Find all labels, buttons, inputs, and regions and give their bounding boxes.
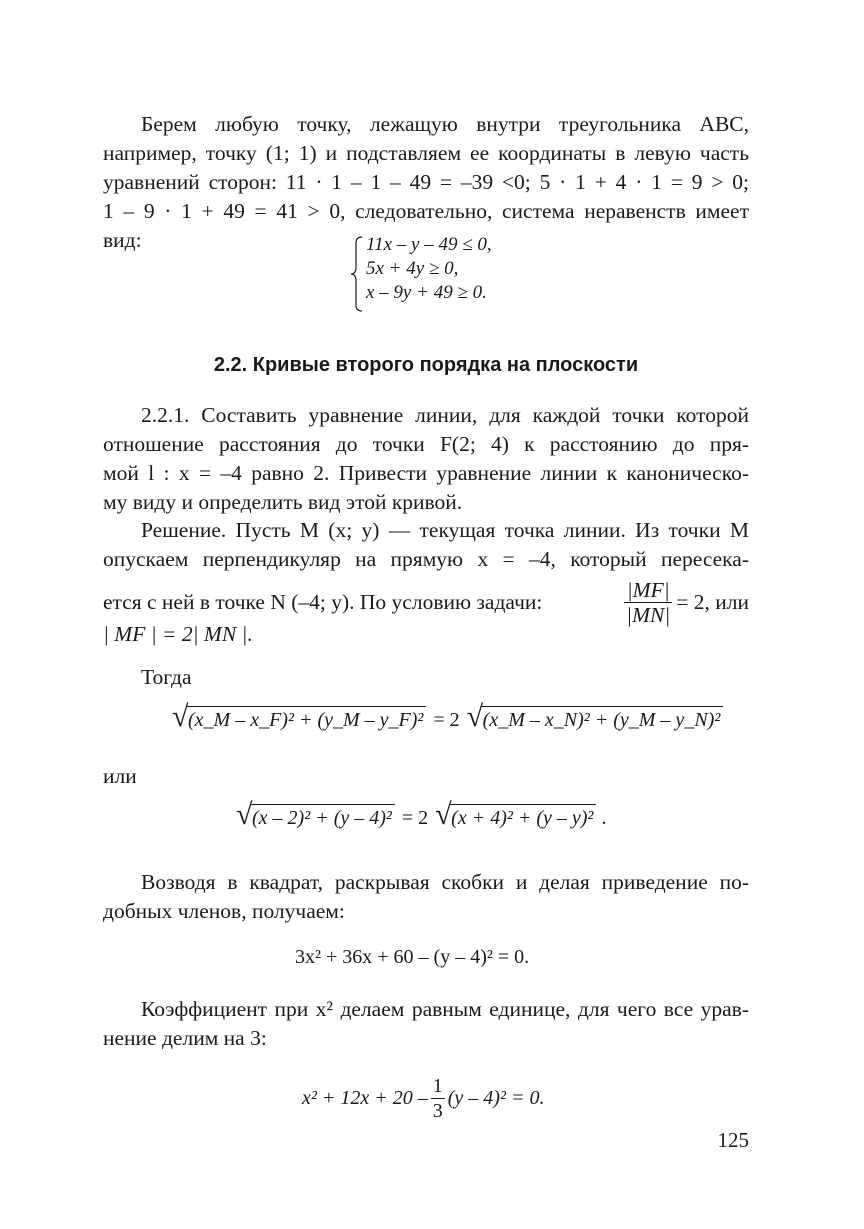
text-line: 1 – 9 · 1 + 49 = 41 > 0, следовательно, система неравенств имеет xyxy=(103,199,749,223)
equals-two: = 2 xyxy=(401,807,429,829)
radicand-left: (x_M – x_F)² + (y_M – y_F)² xyxy=(186,706,426,732)
radicand-right: (x_M – x_N)² + (y_M – y_N)² xyxy=(481,706,724,732)
distance-equation-general xyxy=(172,700,723,733)
paragraph-coefficient xyxy=(103,995,749,1053)
radical-icon: √ xyxy=(172,700,189,733)
radical-icon: √ xyxy=(466,700,484,733)
distance-equation-specific xyxy=(236,798,607,831)
text-line: опускаем перпендикуляр на прямую x = –4, который пересека- xyxy=(103,547,749,571)
equals-two: = 2 xyxy=(433,709,460,731)
text-line: Коэффициент при x² делаем равным единице, для чего все урав- xyxy=(141,997,749,1021)
word-or: или xyxy=(103,764,137,788)
sqrt-left xyxy=(236,798,395,831)
distance-relation xyxy=(103,620,749,649)
paragraph-squaring xyxy=(103,868,749,926)
fraction-numerator: |MF| xyxy=(624,578,672,603)
inequality-system xyxy=(350,233,492,305)
text-line: Берем любую точку, лежащую внутри треугольника ABC, xyxy=(141,112,749,136)
fraction-numerator: 1 xyxy=(432,1075,443,1097)
page-number: 125 xyxy=(717,1128,749,1152)
equation-right: (y – 4)² = 0. xyxy=(447,1087,545,1109)
section-heading: 2.2. Кривые второго порядка на плоскости xyxy=(213,354,639,376)
text-line: добных членов, получаем: xyxy=(103,899,345,923)
radical-icon: √ xyxy=(435,798,452,831)
one-third-fraction xyxy=(431,1074,445,1123)
text-line: например, точку (1; 1) и подставляем ее координаты в левую часть xyxy=(103,141,749,165)
problem-statement xyxy=(103,401,749,517)
equation-expanded: 3x² + 36x + 60 – (y – 4)² = 0. xyxy=(295,946,530,968)
fraction-denominator: |MN| xyxy=(626,603,671,627)
text-line: ется с ней в точке N (–4; y). По условию задачи: xyxy=(103,590,543,614)
system-line-1: 11x – y – 49 ≤ 0, xyxy=(366,234,492,255)
system-line-3: x – 9y + 49 ≥ 0. xyxy=(366,282,487,303)
text-line: | MF | = 2| MN |. xyxy=(103,622,253,646)
radicand-left: (x – 2)² + (y – 4)² xyxy=(250,804,395,830)
period: . xyxy=(601,807,607,829)
fraction-denominator: 3 xyxy=(432,1100,443,1122)
text-line: отношение расстояния до точки F(2; 4) к расстоянию до пря- xyxy=(103,432,749,456)
equation-left: x² + 12x + 20 – xyxy=(302,1087,428,1109)
sqrt-left xyxy=(172,700,426,733)
sqrt-right xyxy=(435,798,596,831)
radical-icon: √ xyxy=(236,798,253,831)
text-line: му виду и определить вид этой кривой. xyxy=(103,490,463,514)
text-line: Возводя в квадрат, раскрывая скобки и делая приведение по- xyxy=(141,870,749,894)
text-line: нение делим на 3: xyxy=(103,1026,267,1050)
ratio-rhs: = 2, или xyxy=(676,590,749,614)
text-line: мой l : x = –4 равно 2. Привести уравнение линии к каноническо- xyxy=(103,461,749,485)
system-line-2: 5x + 4y ≥ 0, xyxy=(366,258,459,279)
solution-paragraph xyxy=(103,516,749,574)
text-line: уравнений сторон: 11 · 1 – 1 – 49 = –39 <0; 5 · 1 + 4 · 1 = 9 > 0; xyxy=(103,170,749,194)
text-line: 2.2.1. Составить уравнение линии, для каждой точки которой xyxy=(141,403,749,427)
text-line: Решение. Пусть M (x; y) — текущая точка линии. Из точки M xyxy=(141,518,749,542)
equation-normalized xyxy=(302,1074,544,1123)
sqrt-right xyxy=(466,700,724,733)
radicand-right: (x + 4)² + (y – y)² xyxy=(449,804,596,830)
word-then: Тогда xyxy=(141,665,192,689)
text-line: вид: xyxy=(103,228,142,252)
left-brace-icon xyxy=(350,235,364,313)
